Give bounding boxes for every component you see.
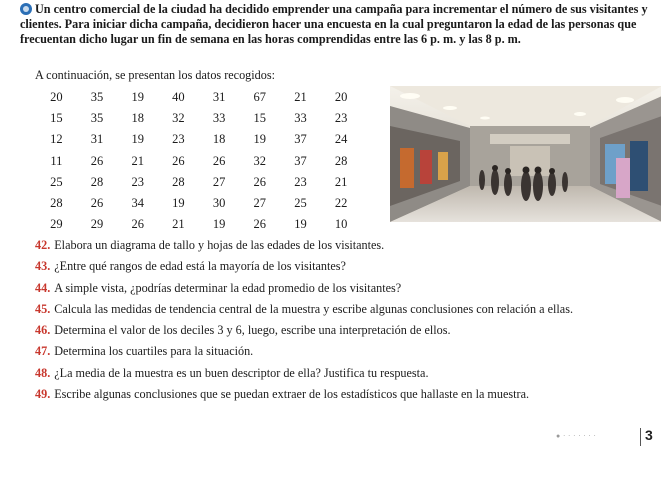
age-cell: 28 bbox=[50, 195, 63, 210]
exercise-text: Elabora un diagrama de tallo y hojas de las edades de los visitantes. bbox=[54, 238, 385, 252]
age-cell: 21 bbox=[172, 217, 185, 232]
exercise-item bbox=[35, 344, 655, 365]
age-cell: 11 bbox=[50, 153, 63, 168]
age-cell: 34 bbox=[131, 195, 144, 210]
exercise-item bbox=[35, 366, 655, 387]
exercise-text: ¿Entre qué rangos de edad está la mayoría de los visitantes? bbox=[54, 259, 346, 274]
age-cell: 28 bbox=[90, 174, 104, 189]
age-cell: 26 bbox=[212, 153, 226, 168]
age-cell: 10 bbox=[334, 217, 348, 232]
age-cell: 28 bbox=[172, 174, 185, 189]
exercise-number: 47. bbox=[35, 344, 51, 359]
age-cell: 37 bbox=[294, 132, 307, 147]
exercise-text: Determina los cuartiles para la situación. bbox=[54, 344, 254, 359]
age-cell: 12 bbox=[50, 132, 63, 147]
exercise-number: 43. bbox=[35, 259, 51, 274]
age-cell: 23 bbox=[131, 174, 144, 189]
exercise-item bbox=[35, 387, 655, 408]
page-number: 3 bbox=[645, 427, 653, 443]
age-cell: 18 bbox=[131, 111, 144, 126]
age-cell: 26 bbox=[90, 195, 104, 210]
exercise-text: A simple vista, ¿podrías determinar la edad promedio de los visitantes? bbox=[54, 280, 402, 295]
age-cell: 15 bbox=[253, 111, 267, 126]
age-cell: 33 bbox=[294, 111, 307, 126]
age-cell: 19 bbox=[131, 132, 144, 147]
age-cell: 19 bbox=[212, 217, 226, 232]
exercise-number: 44. bbox=[35, 280, 51, 295]
age-cell: 26 bbox=[90, 153, 104, 168]
age-cell: 20 bbox=[50, 90, 63, 104]
age-cell: 37 bbox=[294, 153, 307, 168]
exercise-number: 46. bbox=[35, 323, 51, 338]
exercise-item bbox=[35, 281, 655, 302]
age-cell: 27 bbox=[253, 195, 267, 210]
age-cell: 26 bbox=[253, 217, 267, 232]
exercise-item bbox=[35, 323, 655, 344]
age-cell: 19 bbox=[172, 195, 185, 210]
age-cell: 30 bbox=[212, 195, 226, 210]
exercise-number: 45. bbox=[35, 301, 51, 316]
age-cell: 31 bbox=[212, 90, 226, 104]
age-cell: 25 bbox=[294, 195, 307, 210]
exercise-item bbox=[35, 259, 655, 280]
footer-divider bbox=[640, 428, 641, 446]
exercise-item bbox=[35, 302, 655, 323]
age-cell: 21 bbox=[294, 90, 307, 104]
age-cell: 25 bbox=[50, 174, 63, 189]
age-cell: 15 bbox=[50, 111, 63, 126]
exercise-text: Calcula las medidas de tendencia central de la muestra y escribe algunas conclusiones con relación a ellas. bbox=[54, 301, 574, 316]
problem-statement-text: Un centro comercial de la ciudad ha decidido emprender una campaña para incrementar el número de sus visitantes y clientes. Para iniciar dicha campaña, decidieron hacer una encuesta en la cual preguntaron la edad de las personas que frecuentan dicho lugar un fin de semana en las horas comprendidas entre las 6 p. m. y las 8 p. m. bbox=[20, 2, 648, 46]
age-data-table bbox=[36, 87, 362, 235]
data-caption: A continuación, se presentan los datos recogidos: bbox=[35, 68, 275, 82]
age-cell: 20 bbox=[334, 90, 348, 104]
age-cell: 35 bbox=[90, 111, 104, 126]
exercise-number: 48. bbox=[35, 365, 51, 380]
age-cell: 19 bbox=[294, 217, 307, 232]
age-cell: 21 bbox=[131, 153, 144, 168]
exercise-number: 49. bbox=[35, 387, 51, 402]
age-cell: 22 bbox=[334, 195, 348, 210]
age-cell: 19 bbox=[131, 90, 144, 104]
exercise-number: 42. bbox=[35, 238, 51, 252]
age-cell: 19 bbox=[253, 132, 267, 147]
age-cell: 32 bbox=[253, 153, 267, 168]
exercise-list bbox=[35, 238, 655, 408]
age-cell: 23 bbox=[294, 174, 307, 189]
publisher-logo: ● · · · · · · · bbox=[556, 432, 597, 440]
age-cell: 23 bbox=[172, 132, 185, 147]
age-cell: 28 bbox=[334, 153, 348, 168]
age-cell: 26 bbox=[131, 217, 144, 232]
shopping-mall-photo bbox=[390, 86, 661, 222]
age-cell: 35 bbox=[90, 90, 104, 104]
age-cell: 23 bbox=[334, 111, 348, 126]
age-cell: 40 bbox=[172, 90, 185, 104]
exercise-item bbox=[35, 238, 655, 259]
age-cell: 21 bbox=[334, 174, 348, 189]
activity-icon bbox=[20, 3, 32, 15]
exercise-text: Escribe algunas conclusiones que se puedan extraer de los estadísticos que hallaste en la muestra. bbox=[54, 387, 530, 402]
age-cell: 26 bbox=[253, 174, 267, 189]
age-cell: 29 bbox=[90, 217, 104, 232]
age-cell: 29 bbox=[50, 217, 63, 232]
age-cell: 24 bbox=[334, 132, 348, 147]
age-cell: 18 bbox=[212, 132, 226, 147]
age-cell: 31 bbox=[90, 132, 104, 147]
age-cell: 67 bbox=[253, 90, 267, 104]
exercise-text: ¿La media de la muestra es un buen descriptor de ella? Justifica tu respuesta. bbox=[54, 365, 429, 380]
exercise-text: Determina el valor de los deciles 3 y 6, luego, escribe una interpretación de ellos. bbox=[54, 323, 451, 338]
age-cell: 33 bbox=[212, 111, 226, 126]
age-cell: 32 bbox=[172, 111, 185, 126]
age-cell: 27 bbox=[212, 174, 226, 189]
age-cell: 26 bbox=[172, 153, 185, 168]
problem-statement bbox=[20, 2, 650, 47]
